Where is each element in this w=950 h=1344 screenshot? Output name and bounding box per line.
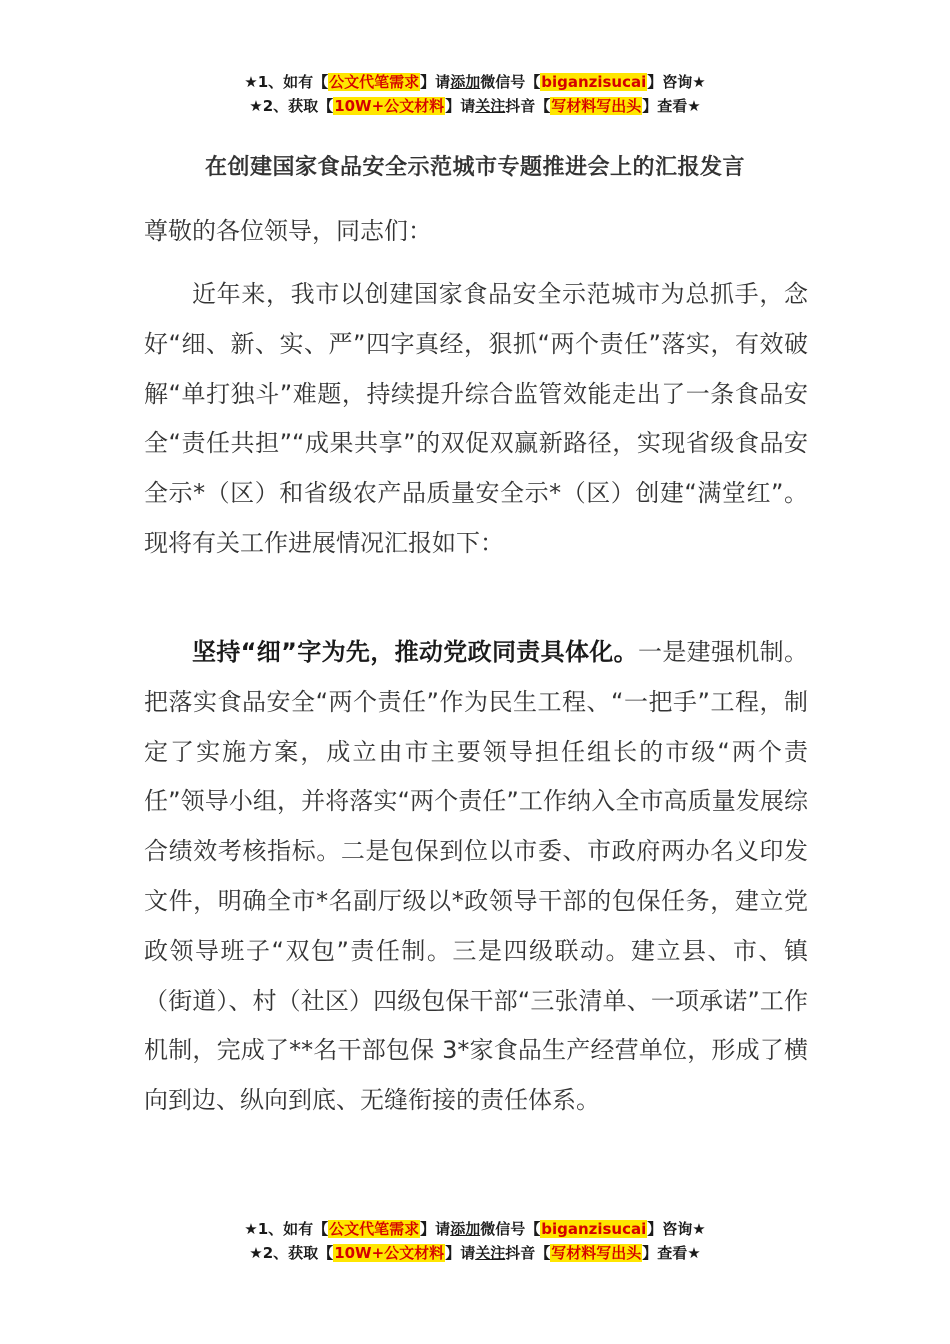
banner-text: ★2、获取【: [249, 1244, 334, 1262]
banner-text: ★2、获取【: [249, 97, 334, 115]
banner-text: 】咨询★: [647, 73, 706, 91]
banner-text: 微信号【: [480, 73, 541, 91]
banner-text: 】咨询★: [647, 1220, 706, 1238]
underlined-text: 关注: [475, 1244, 506, 1262]
banner-line-2: [0, 1241, 950, 1265]
underlined-text: 添加: [450, 1220, 481, 1238]
banner-text: 抖音【: [505, 97, 551, 115]
salutation: 尊敬的各位领导，同志们：: [144, 217, 432, 245]
footer-banner: [0, 1217, 950, 1265]
document-title: 在创建国家食品安全示范城市专题推进会上的汇报发言: [204, 155, 745, 180]
highlight-service: 公文代笔需求: [329, 73, 420, 91]
banner-text: 】请: [420, 1220, 451, 1238]
paragraph-intro: 近年来，我市以创建国家食品安全示范城市为总抓手，念好“细、新、实、严”四字真经，狠抓“两个责任”落实，有效破解“单打独斗”难题，持续提升综合监管效能走出了一条食品安全“责任共担”“成果共享”的双促双赢新路径，实现省级食品安全示*（区）和省级农产品质量安全示*（区）创建“满堂红”。现将有关工作进展情况汇报如下：: [144, 280, 808, 557]
highlight-douyin-account: 写材料写出头: [551, 97, 642, 115]
banner-text: 】请: [445, 97, 476, 115]
banner-line-1: [0, 1217, 950, 1241]
banner-text: 】请: [445, 1244, 476, 1262]
banner-text: ★1、如有【: [244, 1220, 329, 1238]
highlight-wechat-id: biganzisucai: [541, 1220, 647, 1238]
highlight-materials: 10W+公文材料: [334, 97, 445, 115]
banner-line-1: [0, 70, 950, 94]
section-lead: 坚持“细”字为先，推动党政同责具体化。: [192, 638, 638, 666]
section-body: 一是建强机制。把落实食品安全“两个责任”作为民生工程、“一把手”工程，制定了实施方案，成立由市主要领导担任组长的市级“两个责任”领导小组，并将落实“两个责任”工作纳入全市高质量发展综合绩效考核指标。二是包保到位以市委、市政府两办名义印发文件，明确全市*名副厅级以*政领导干部的包保任务，建立党政领导班子“双包”责任制。三是四级联动。建立县、市、镇（街道）、村（社区）四级包保干部“三张清单、一项承诺”工作机制，完成了**名干部包保 3*家食品生产经营单位，形成了横向到边、纵向到底、无缝衔接的责任体系。: [144, 638, 809, 1115]
banner-text: 】请: [420, 73, 451, 91]
banner-text: 抖音【: [505, 1244, 551, 1262]
banner-line-2: [0, 94, 950, 118]
highlight-materials: 10W+公文材料: [334, 1244, 445, 1262]
banner-text: 】查看★: [642, 1244, 701, 1262]
underlined-text: 添加: [450, 73, 481, 91]
paragraph-section-1: [144, 628, 808, 1126]
highlight-service: 公文代笔需求: [329, 1220, 420, 1238]
header-banner: [0, 70, 950, 118]
highlight-wechat-id: biganzisucai: [541, 73, 647, 91]
highlight-douyin-account: 写材料写出头: [551, 1244, 642, 1262]
banner-text: ★1、如有【: [244, 73, 329, 91]
underlined-text: 关注: [475, 97, 506, 115]
banner-text: 微信号【: [480, 1220, 541, 1238]
banner-text: 】查看★: [642, 97, 701, 115]
